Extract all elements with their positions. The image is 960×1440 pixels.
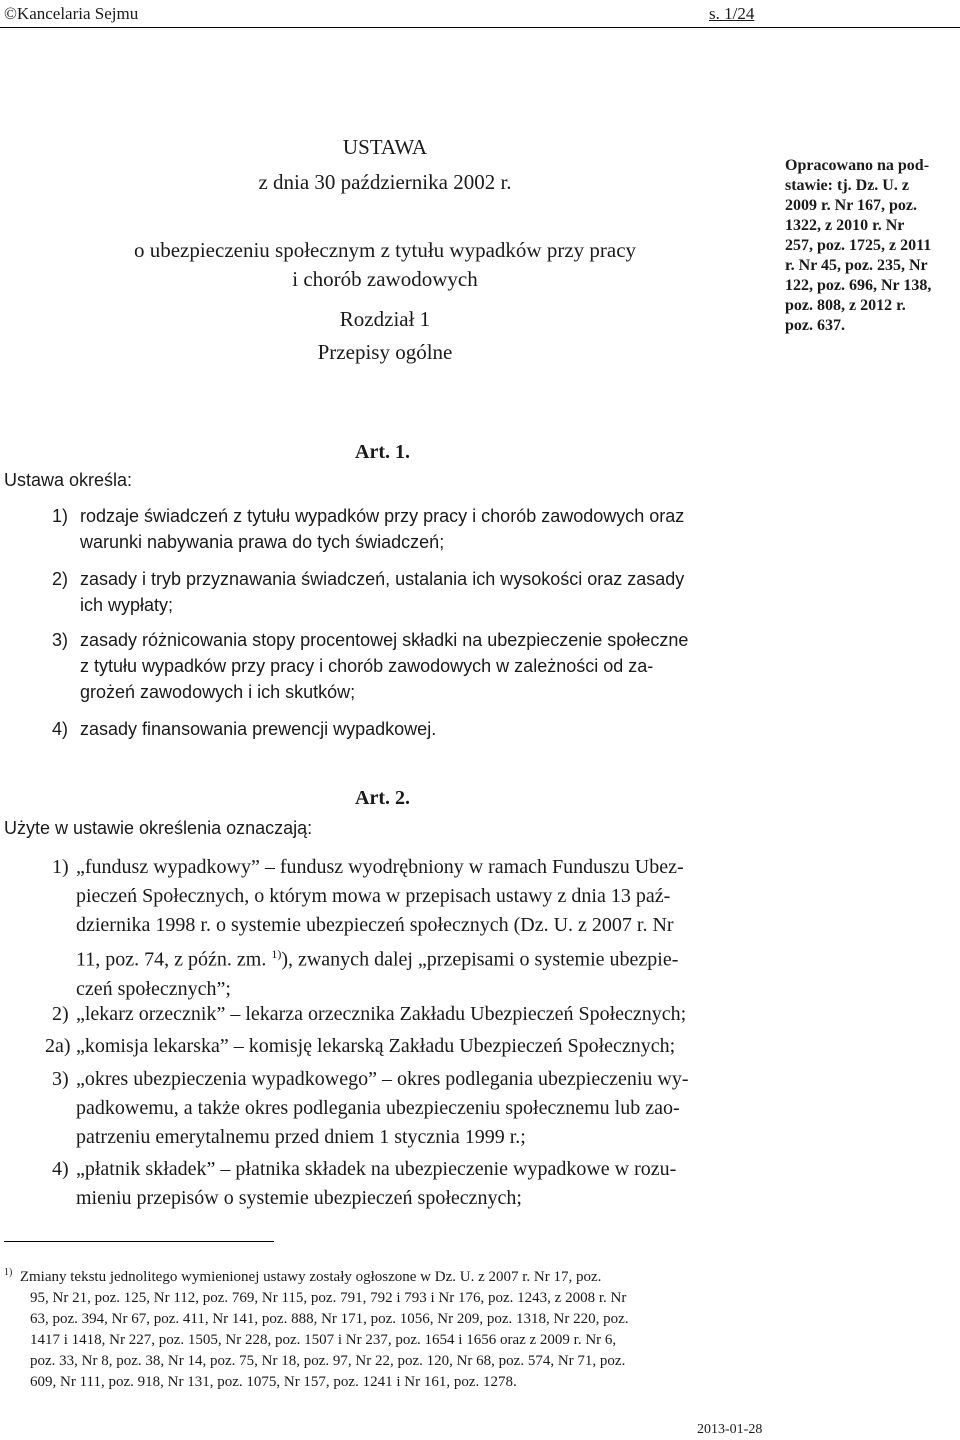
item-line-part: ), zwanych dalej „przepisami o systemie ubezpie- xyxy=(281,948,679,971)
footnote-text: Zmiany tekstu jednolitego wymienionej ustawy zostały ogłoszone w Dz. U. z 2007 r. Nr 17, poz. xyxy=(19,1269,602,1285)
item-text xyxy=(76,1032,675,1061)
source-note-line: stawie: tj. Dz. U. z xyxy=(785,177,909,194)
item-number: 3) xyxy=(52,630,69,650)
item-line: grożeń zawodowych i ich skutków; xyxy=(80,682,356,702)
header-rule xyxy=(0,27,960,28)
item-line: zasady finansowania prewencji wypadkowej. xyxy=(80,719,437,739)
item-text xyxy=(80,716,436,742)
art1-item-3 xyxy=(52,627,688,705)
item-number: 4) xyxy=(52,1158,69,1180)
footnote-ref[interactable]: 1) xyxy=(271,947,282,961)
footnote-line: 609, Nr 111, poz. 918, Nr 131, poz. 1075, Nr 157, poz. 1241 i Nr 161, poz. 1278. xyxy=(30,1374,517,1390)
footnote-line: 1417 i 1418, Nr 227, poz. 1505, Nr 228, poz. 1507 i Nr 237, poz. 1654 i 1656 oraz z 2009 r. Nr 6, xyxy=(30,1332,617,1348)
art2-item-2a xyxy=(45,1032,675,1061)
art1-item-2 xyxy=(52,566,684,618)
document-date: 2013-01-28 xyxy=(697,1422,763,1437)
item-number: 2a) xyxy=(45,1035,71,1057)
source-note-line: 122, poz. 696, Nr 138, xyxy=(785,277,932,294)
item-line xyxy=(76,940,684,975)
source-note-line: r. Nr 45, poz. 235, Nr xyxy=(785,257,928,274)
item-number: 2) xyxy=(52,1003,69,1025)
item-text xyxy=(76,1155,676,1213)
item-line: „lekarz orzecznik” – lekarza orzecznika Zakładu Ubezpieczeń Społecznych; xyxy=(76,1003,687,1025)
source-note-line: Opracowano na pod- xyxy=(785,157,930,174)
footnote-line xyxy=(4,1262,784,1288)
item-number: 4) xyxy=(52,719,69,739)
item-number: 2) xyxy=(52,569,69,589)
footnote xyxy=(4,1262,784,1393)
art1-item-1 xyxy=(52,503,684,555)
item-number: 3) xyxy=(52,1068,69,1090)
art1-heading: Art. 1. xyxy=(355,441,410,463)
source-note-line: 1322, z 2010 r. Nr xyxy=(785,217,905,234)
header-copyright: ©Kancelaria Sejmu xyxy=(4,4,139,23)
footnote-line: poz. 33, Nr 8, poz. 38, Nr 14, poz. 75, Nr 18, poz. 97, Nr 22, poz. 120, Nr 68, poz. 574, Nr 71, poz. xyxy=(30,1353,626,1369)
art2-item-1 xyxy=(52,853,684,1004)
art2-heading: Art. 2. xyxy=(355,787,410,809)
item-line: zasady różnicowania stopy procentowej składki na ubezpieczenie społeczne xyxy=(80,630,689,650)
item-text xyxy=(80,627,688,705)
act-subject-line1: o ubezpieczeniu społecznym z tytułu wypadków przy pracy xyxy=(133,238,637,262)
item-line-part: 11, poz. 74, z późn. zm. xyxy=(76,948,267,971)
art2-item-3 xyxy=(52,1065,689,1152)
source-note-line: poz. 808, z 2012 r. xyxy=(785,297,906,314)
art2-item-2 xyxy=(52,1000,686,1029)
act-title: USTAWA xyxy=(342,135,428,159)
item-line: czeń społecznych”; xyxy=(76,977,231,1000)
item-text xyxy=(76,1065,689,1152)
item-text xyxy=(76,1000,686,1029)
item-line: mieniu przepisów o systemie ubezpieczeń społecznych; xyxy=(76,1187,522,1209)
art2-item-4 xyxy=(52,1155,676,1213)
source-note-line: 2009 r. Nr 167, poz. xyxy=(785,197,917,214)
item-line: „komisja lekarska” – komisję lekarską Zakładu Ubezpieczeń Społecznych; xyxy=(76,1035,676,1057)
act-date: z dnia 30 października 2002 r. xyxy=(258,170,512,194)
item-line: ich wypłaty; xyxy=(80,595,174,615)
art2-intro: Użyte w ustawie określenia oznaczają: xyxy=(4,818,313,838)
item-number: 1) xyxy=(52,856,69,878)
item-line: z tytułu wypadków przy pracy i chorób zawodowych w zależności od za- xyxy=(80,656,654,676)
item-line: patrzeniu emerytalnemu przed dniem 1 stycznia 1999 r.; xyxy=(76,1126,526,1148)
chapter-number: Rozdział 1 xyxy=(339,307,431,331)
source-note xyxy=(785,156,955,336)
footnote-separator xyxy=(4,1241,274,1242)
footnote-line: 95, Nr 21, poz. 125, Nr 112, poz. 769, Nr 115, poz. 791, 792 i 793 i Nr 176, poz. 1243, z 2008 r. Nr xyxy=(30,1290,627,1306)
art1-intro: Ustawa określa: xyxy=(4,470,133,490)
item-line: zasady i tryb przyznawania świadczeń, ustalania ich wysokości oraz zasady xyxy=(80,569,685,589)
item-line: „okres ubezpieczenia wypadkowego” – okres podlegania ubezpieczeniu wy- xyxy=(76,1068,689,1090)
item-line: padkowemu, a także okres podlegania ubezpieczeniu społecznemu lub zao- xyxy=(76,1097,680,1119)
item-line: pieczeń Społecznych, o którym mowa w przepisach ustawy z dnia 13 paź- xyxy=(76,885,671,907)
chapter-title: Przepisy ogólne xyxy=(317,340,453,364)
item-line: „płatnik składek” – płatnika składek na ubezpieczenie wypadkowe w rozu- xyxy=(76,1158,677,1180)
item-text xyxy=(80,503,684,555)
item-text xyxy=(76,853,684,1004)
act-subject-line2: i chorób zawodowych xyxy=(292,267,478,291)
footnote-line: 63, poz. 394, Nr 67, poz. 411, Nr 141, poz. 888, Nr 171, poz. 1056, Nr 209, poz. 1318, Nr 220, poz. xyxy=(30,1311,629,1327)
art1-item-4 xyxy=(52,716,436,742)
item-number: 1) xyxy=(52,506,69,526)
source-note-line: 257, poz. 1725, z 2011 xyxy=(785,237,932,254)
item-line: „fundusz wypadkowy” – fundusz wyodrębniony w ramach Funduszu Ubez- xyxy=(76,856,684,878)
item-line: rodzaje świadczeń z tytułu wypadków przy pracy i chorób zawodowych oraz xyxy=(80,506,685,526)
item-text xyxy=(80,566,684,618)
source-note-line: poz. 637. xyxy=(785,317,845,334)
page-number: s. 1/24 xyxy=(709,4,755,23)
item-line: warunki nabywania prawa do tych świadczeń; xyxy=(80,532,445,552)
footnote-mark: 1) xyxy=(4,1267,13,1278)
item-line: dziernika 1998 r. o systemie ubezpieczeń społecznych (Dz. U. z 2007 r. Nr xyxy=(76,914,674,936)
